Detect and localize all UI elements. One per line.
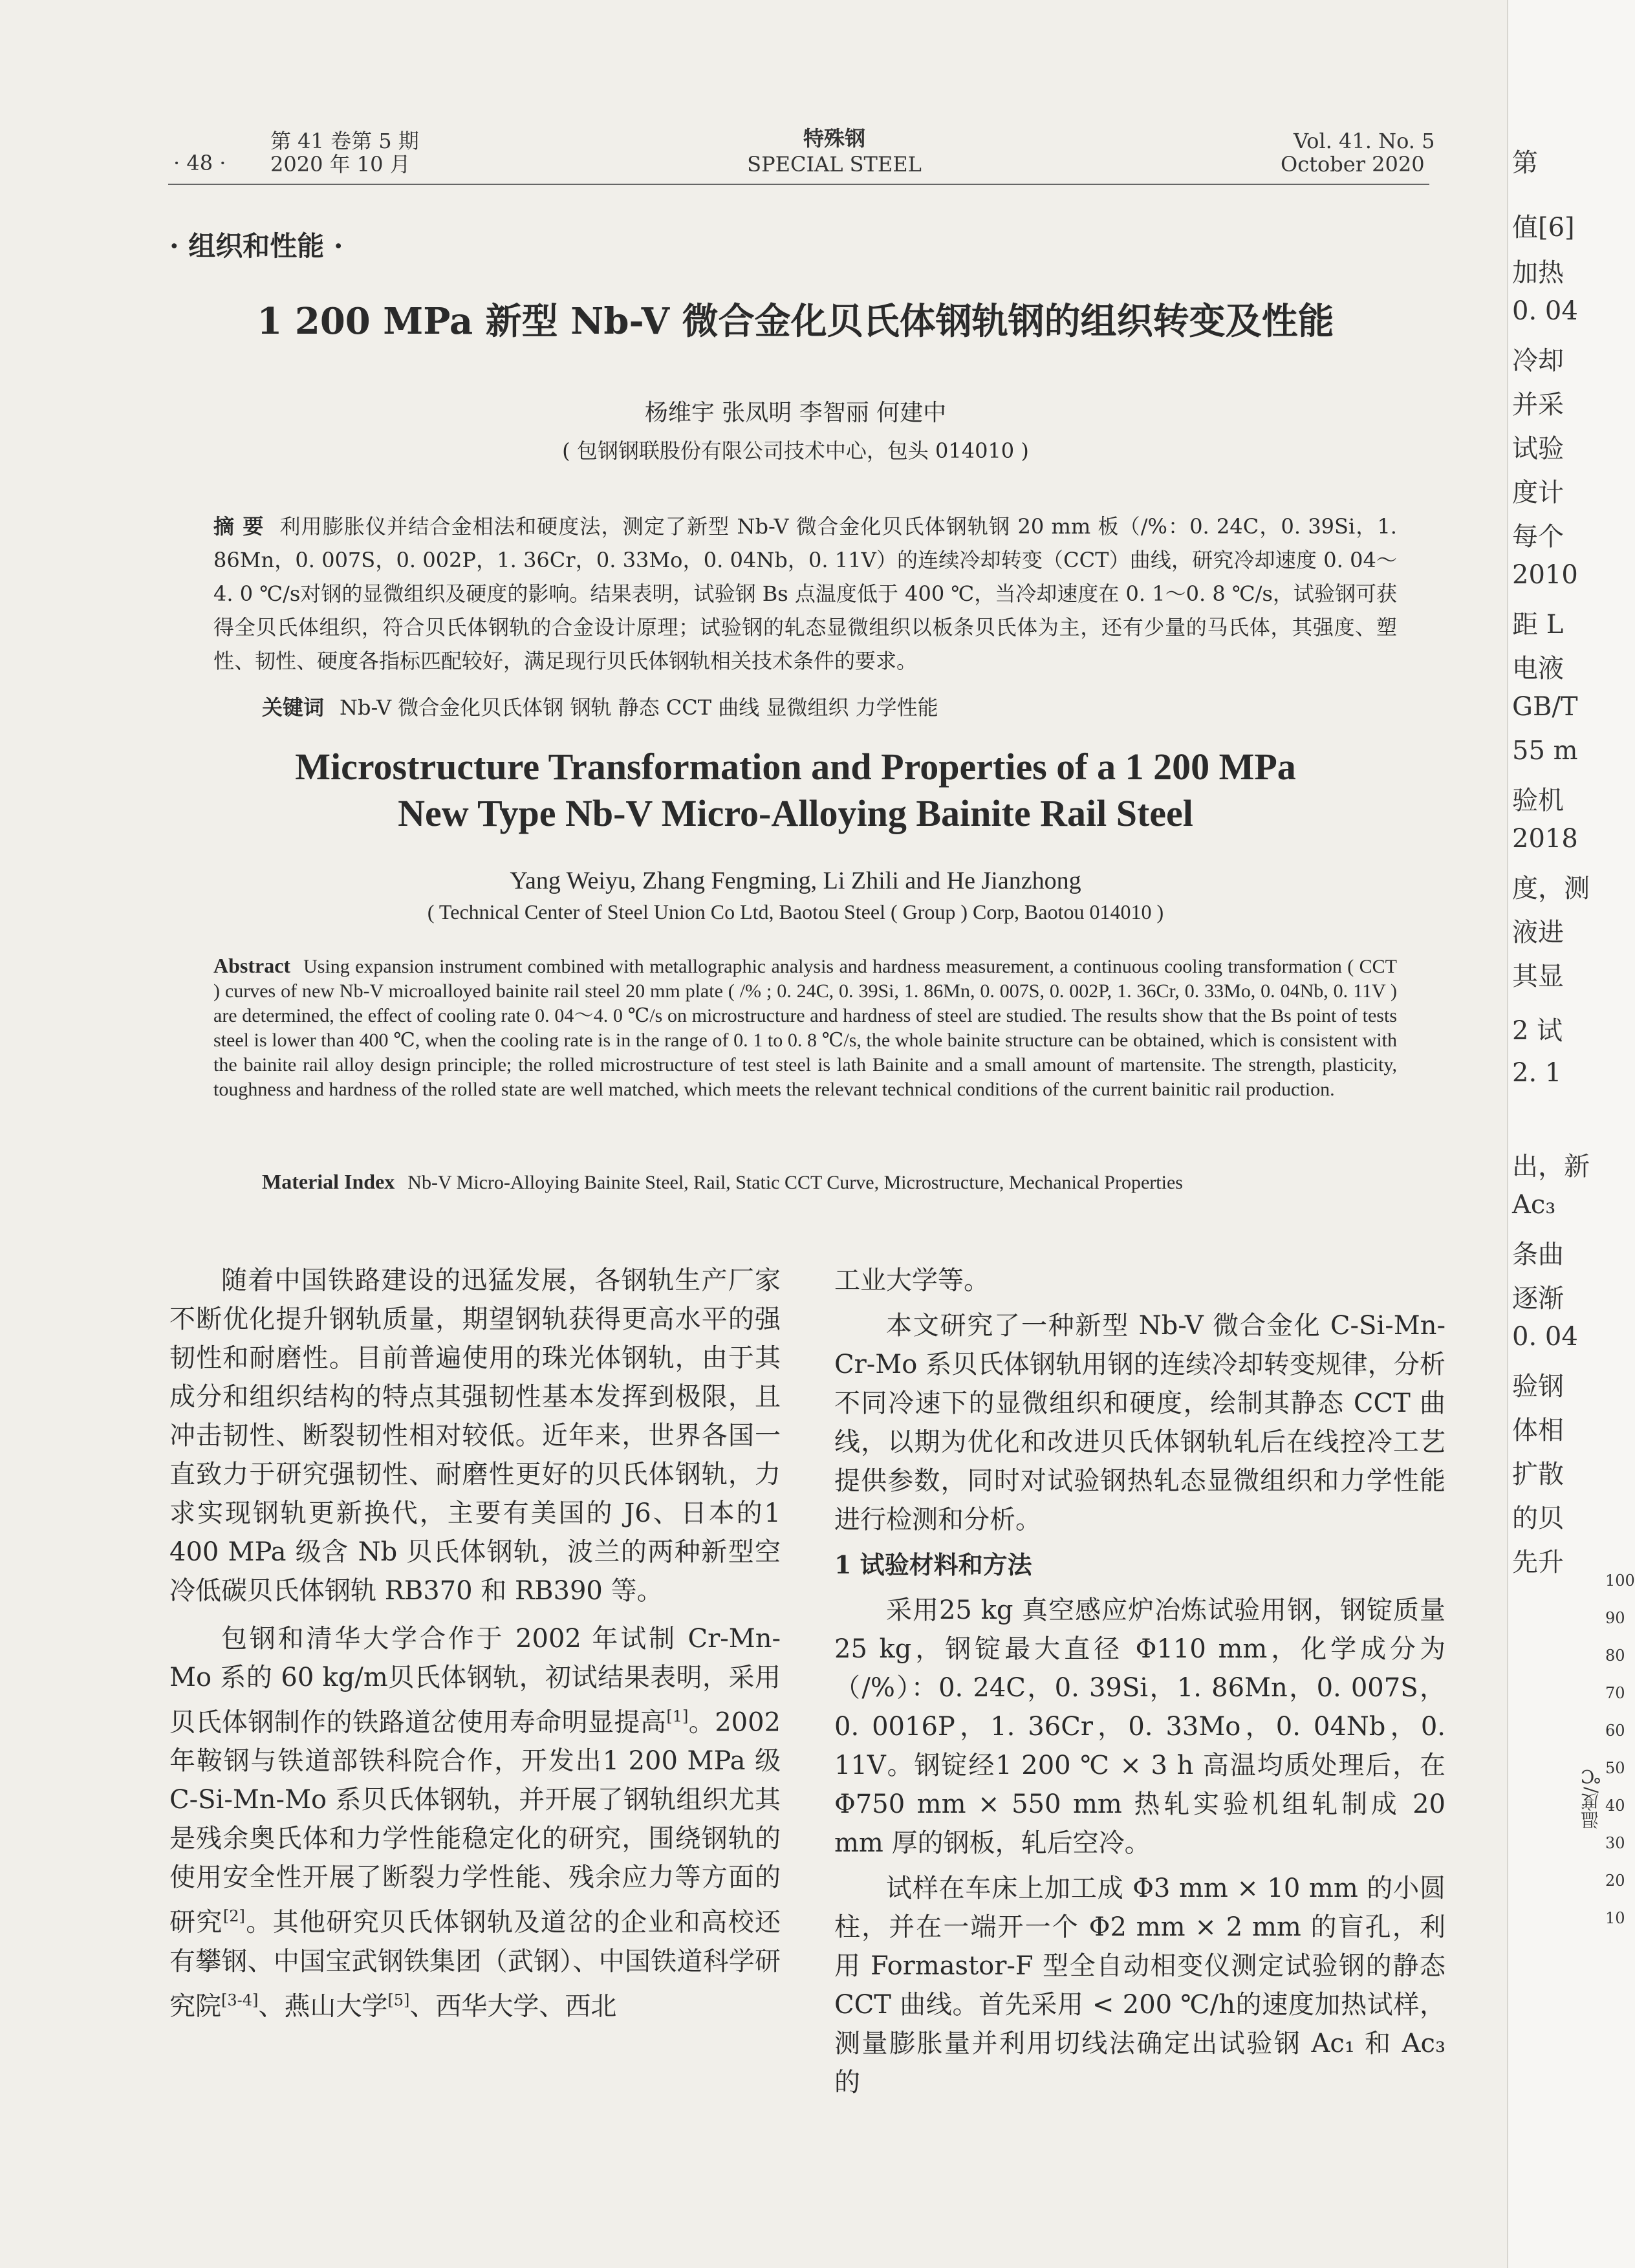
abstract-en-text: Using expansion instrument combined with metallographic analysis and hardness measurement, a continuous cooling transformation ( CCT ) curves of new Nb-V microalloyed bainite rail steel 20 mm plate ( /% ; 0. 24C, 0. 39Si, 1. 86Mn, 0. 007S, 0. 002P, 1. 36Cr, 0. 33Mo, 0. 04Nb, 0. 11V ) are determined, the effect of cooling rate 0. 04～4. 0 ℃/s on microstructure and hardness of steel are studied. The results show that the Bs point of tests steel is lower than 400 ℃, when the cooling rate is in the range of 0. 1 to 0. 8 ℃/s, the whole bainite structure can be obtained, which is consistent with the bainite rail alloy design principle; the rolled microstructure of test steel is lath Bainite and a small amount of martensite. The strength, plasticity, toughness and hardness of the rolled state are well matched, which meets the relevant technical conditions of the current bainitic rail production. (213, 956, 1397, 1100)
next-page-axis-tick: 30 (1605, 1834, 1625, 1852)
citation[interactable]: [3-4] (221, 1991, 259, 2009)
paragraph-text: 工业大学等。 (834, 1266, 990, 1295)
paragraph-text: 本文研究了一种新型 Nb-V 微合金化 C-Si-Mn-Cr-Mo 系贝氏体钢轨用钢的连续冷却转变规律，分析不同冷速下的显微组织和硬度，绘制其静态 CCT 曲线，以期为优化和改进贝氏体钢轨轧后在线控冷工艺提供参数，同时对试验钢热轧态显微组织和力学性能进行检测和分析。 (834, 1311, 1446, 1535)
next-page-line-fragment: 的贝 (1512, 1504, 1564, 1533)
next-page-line-fragment: 度计 (1512, 478, 1564, 508)
next-page-axis-label: 温度/℃ (1580, 1766, 1601, 1830)
abstract-cn-text: 利用膨胀仪并结合金相法和硬度法，测定了新型 Nb-V 微合金化贝氏体钢轨钢 20 mm 板（/%：0. 24C，0. 39Si，1. 86Mn，0. 007S，0. 002P，1. 36Cr，0. 33Mo，0. 04Nb，0. 11V）的连续冷却转变（CCT）曲线，研究冷却速度 0. 04～4. 0 ℃/s对钢的显微组织及硬度的影响。结果表明，试验钢 Bs 点温度低于 400 ℃，当冷却速度在 0. 1～0. 8 ℃/s，试验钢可获得全贝氏体组织，符合贝氏体钢轨的合金设计原理；试验钢的轧态显微组织以板条贝氏体为主，还有少量的马氏体，其强度、塑性、韧性、硬度各指标匹配较好，满足现行贝氏体钢轨相关技术条件的要求。 (213, 514, 1397, 673)
paragraph-text: 、燕山大学 (258, 1991, 388, 2021)
next-page-line-fragment: 距 L (1512, 610, 1564, 640)
next-page-axis-tick: 20 (1605, 1872, 1625, 1890)
body-paragraph (169, 1261, 781, 1610)
next-page-line-fragment: 液进 (1512, 918, 1564, 947)
abstract-cn-label: 摘 要 (213, 514, 265, 539)
next-page-axis-tick: 80 (1605, 1647, 1625, 1665)
keywords-en-text: Nb-V Micro-Alloying Bainite Steel, Rail, Static CCT Curve, Microstructure, Mechanical Properties (407, 1172, 1183, 1193)
next-page-axis-tick: 10 (1605, 1909, 1625, 1927)
body-paragraph (169, 1619, 781, 2025)
next-page-line-fragment: 出，新 (1512, 1152, 1590, 1182)
date-cn: 2020 年 10 月 (270, 152, 411, 177)
next-page-line-fragment: 0. 04 (1512, 1322, 1578, 1352)
paragraph-text: 。其他研究贝氏体钢轨及道岔的企业和高校还有攀钢、中国宝武钢铁集团（武钢）、中国铁道科学研究院 (169, 1907, 781, 2021)
keywords-en-label: Material Index (262, 1170, 395, 1193)
header-rule (168, 184, 1429, 185)
body-paragraph (834, 1306, 1446, 1539)
paragraph-text: 试样在车床上加工成 Φ3 mm × 10 mm 的小圆柱，并在一端开一个 Φ2 mm × 2 mm 的盲孔，利用 Formastor-F 型全自动相变仪测定试验钢的静态 CCT 曲线。首先采用 < 200 ℃/h的速度加热试样，测量膨胀量并利用切线法确定出试验钢 Ac₁ 和 Ac₃ 的 (834, 1874, 1446, 2097)
next-page-line-fragment: GB/T (1512, 692, 1578, 722)
next-page-line-fragment: Ac₃ (1512, 1190, 1556, 1220)
title-cn: 1 200 MPa 新型 Nb-V 微合金化贝氏体钢轨钢的组织转变及性能 (257, 300, 1334, 343)
paragraph-text: 随着中国铁路建设的迅猛发展，各钢轨生产厂家不断优化提升钢轨质量，期望钢轨获得更高水平的强韧性和耐磨性。目前普遍使用的珠光体钢轨，由于其成分和组织结构的特点其强韧性基本发挥到极限，且冲击韧性、断裂韧性相对较低。近年来，世界各国一直致力于研究强韧性、耐磨性更好的贝氏体钢轨，力求实现钢轨更新换代，主要有美国的 J6、日本的1 400 MPa 级含 Nb 贝氏体钢轨，波兰的两种新型空冷低碳贝氏体钢轨 RB370 和 RB390 等。 (169, 1266, 781, 1606)
next-page-line-fragment: 其显 (1512, 962, 1564, 991)
body-right-column (834, 1261, 1446, 2102)
next-page-line-fragment: 2 试 (1512, 1016, 1563, 1046)
next-page-axis-tick: 70 (1605, 1684, 1625, 1702)
citation[interactable]: [2] (222, 1907, 245, 1926)
next-page-line-fragment: 值[6] (1512, 213, 1575, 243)
authors-en: Yang Weiyu, Zhang Fengming, Li Zhili and He Jianzhong (510, 867, 1081, 894)
section-tag: · 组织和性能 · (169, 230, 343, 262)
next-page-line-fragment: 体相 (1512, 1416, 1564, 1445)
next-page-line-fragment: 冷却 (1512, 346, 1564, 376)
next-page-axis-tick: 50 (1605, 1759, 1625, 1777)
next-page-line-fragment: 55 m (1512, 736, 1578, 766)
title-en-line1: Microstructure Transformation and Properties of a 1 200 MPa (295, 746, 1296, 788)
date-en: October 2020 (1281, 152, 1425, 177)
citation[interactable]: [1] (666, 1707, 689, 1725)
volume-cn: 第 41 卷第 5 期 (270, 129, 419, 153)
next-page-line-fragment: 扩散 (1512, 1460, 1564, 1489)
abstract-cn (213, 510, 1397, 678)
abstract-en (213, 953, 1397, 1102)
affiliation-en: ( Technical Center of Steel Union Co Ltd, Baotou Steel ( Group ) Corp, Baotou 014010 ) (427, 900, 1164, 923)
page-number: · 48 · (173, 151, 226, 175)
paragraph-text: 、西华大学、西北 (409, 1991, 617, 2021)
body-paragraph (834, 1261, 1446, 1300)
next-page-line-fragment: 0. 04 (1512, 296, 1578, 326)
next-page-axis-tick: 100 (1605, 1571, 1635, 1590)
next-page-line-fragment: 2. 1 (1512, 1058, 1562, 1088)
body-paragraph (834, 1591, 1446, 1863)
next-page-line-fragment: 并采 (1512, 390, 1564, 420)
authors-cn: 杨维宇 张凤明 李智丽 何建中 (644, 400, 947, 426)
next-page-line-fragment: 验钢 (1512, 1372, 1564, 1401)
paragraph-text: 包钢和清华大学合作于 2002 年试制 Cr-Mn-Mo 系的 60 kg/m贝氏体钢轨，初试结果表明，采用贝氏体钢制作的铁路道岔使用寿命明显提高 (169, 1624, 781, 1738)
keywords-cn (262, 691, 938, 724)
keywords-cn-label: 关键词 (262, 695, 325, 720)
volume-en: Vol. 41. No. 5 (1294, 129, 1435, 153)
next-page-line-fragment: 2010 (1512, 560, 1578, 590)
next-page-axis-tick: 60 (1605, 1722, 1625, 1740)
citation[interactable]: [5] (387, 1991, 410, 2009)
journal-title-cn: 特殊钢 (803, 126, 865, 151)
journal-title-en: SPECIAL STEEL (747, 152, 922, 177)
next-page-axis-tick: 90 (1605, 1609, 1625, 1627)
next-page-line-fragment: 试验 (1512, 434, 1564, 464)
section-heading-text: 1 试验材料和方法 (834, 1550, 1032, 1579)
keywords-cn-text: Nb-V 微合金化贝氏体钢 钢轨 静态 CCT 曲线 显微组织 力学性能 (340, 695, 938, 720)
next-page-line-fragment: 验机 (1512, 786, 1564, 815)
body-paragraph (834, 1869, 1446, 2102)
section-heading (834, 1546, 1446, 1584)
abstract-en-label: Abstract (213, 954, 291, 977)
paragraph-text: 采用25 kg 真空感应炉冶炼试验用钢，钢锭质量25 kg，钢锭最大直径 Φ110 mm，化学成分为（/%）：0. 24C，0. 39Si，1. 86Mn，0. 007S，0. 0016P，1. 36Cr，0. 33Mo，0. 04Nb，0. 11V。钢锭经1 200 ℃ × 3 h 高温均质处理后，在 Φ750 mm × 550 mm 热轧实验机组轧制成 20 mm 厚的钢板，轧后空冷。 (834, 1595, 1446, 1858)
next-page-axis-tick: 40 (1605, 1797, 1625, 1815)
next-page-line-fragment: 条曲 (1512, 1240, 1564, 1269)
next-page-line-fragment: 逐渐 (1512, 1284, 1564, 1313)
paragraph-text: 。2002 年鞍钢与铁道部铁科院合作，开发出1 200 MPa 级 C-Si-Mn-Mo 系贝氏体钢轨，并开展了钢轨组织尤其是残余奥氏体和力学性能稳定化的研究，围绕钢轨的使用安全性开展了断裂力学性能、残余应力等方面的研究 (169, 1707, 781, 1938)
next-page-line-fragment: 度，测 (1512, 874, 1590, 903)
next-page-line-fragment: 第 (1512, 148, 1538, 178)
next-page-line-fragment: 2018 (1512, 824, 1578, 854)
body-left-column (169, 1261, 781, 2025)
keywords-en (262, 1169, 1183, 1195)
next-page-line-fragment: 先升 (1512, 1548, 1564, 1577)
affiliation-cn: ( 包钢钢联股份有限公司技术中心，包头 014010 ) (562, 438, 1029, 463)
next-page-line-fragment: 电液 (1512, 654, 1564, 684)
title-en-line2: New Type Nb-V Micro-Alloying Bainite Rail Steel (398, 792, 1193, 834)
next-page-line-fragment: 加热 (1512, 258, 1564, 288)
next-page-line-fragment: 每个 (1512, 522, 1564, 552)
